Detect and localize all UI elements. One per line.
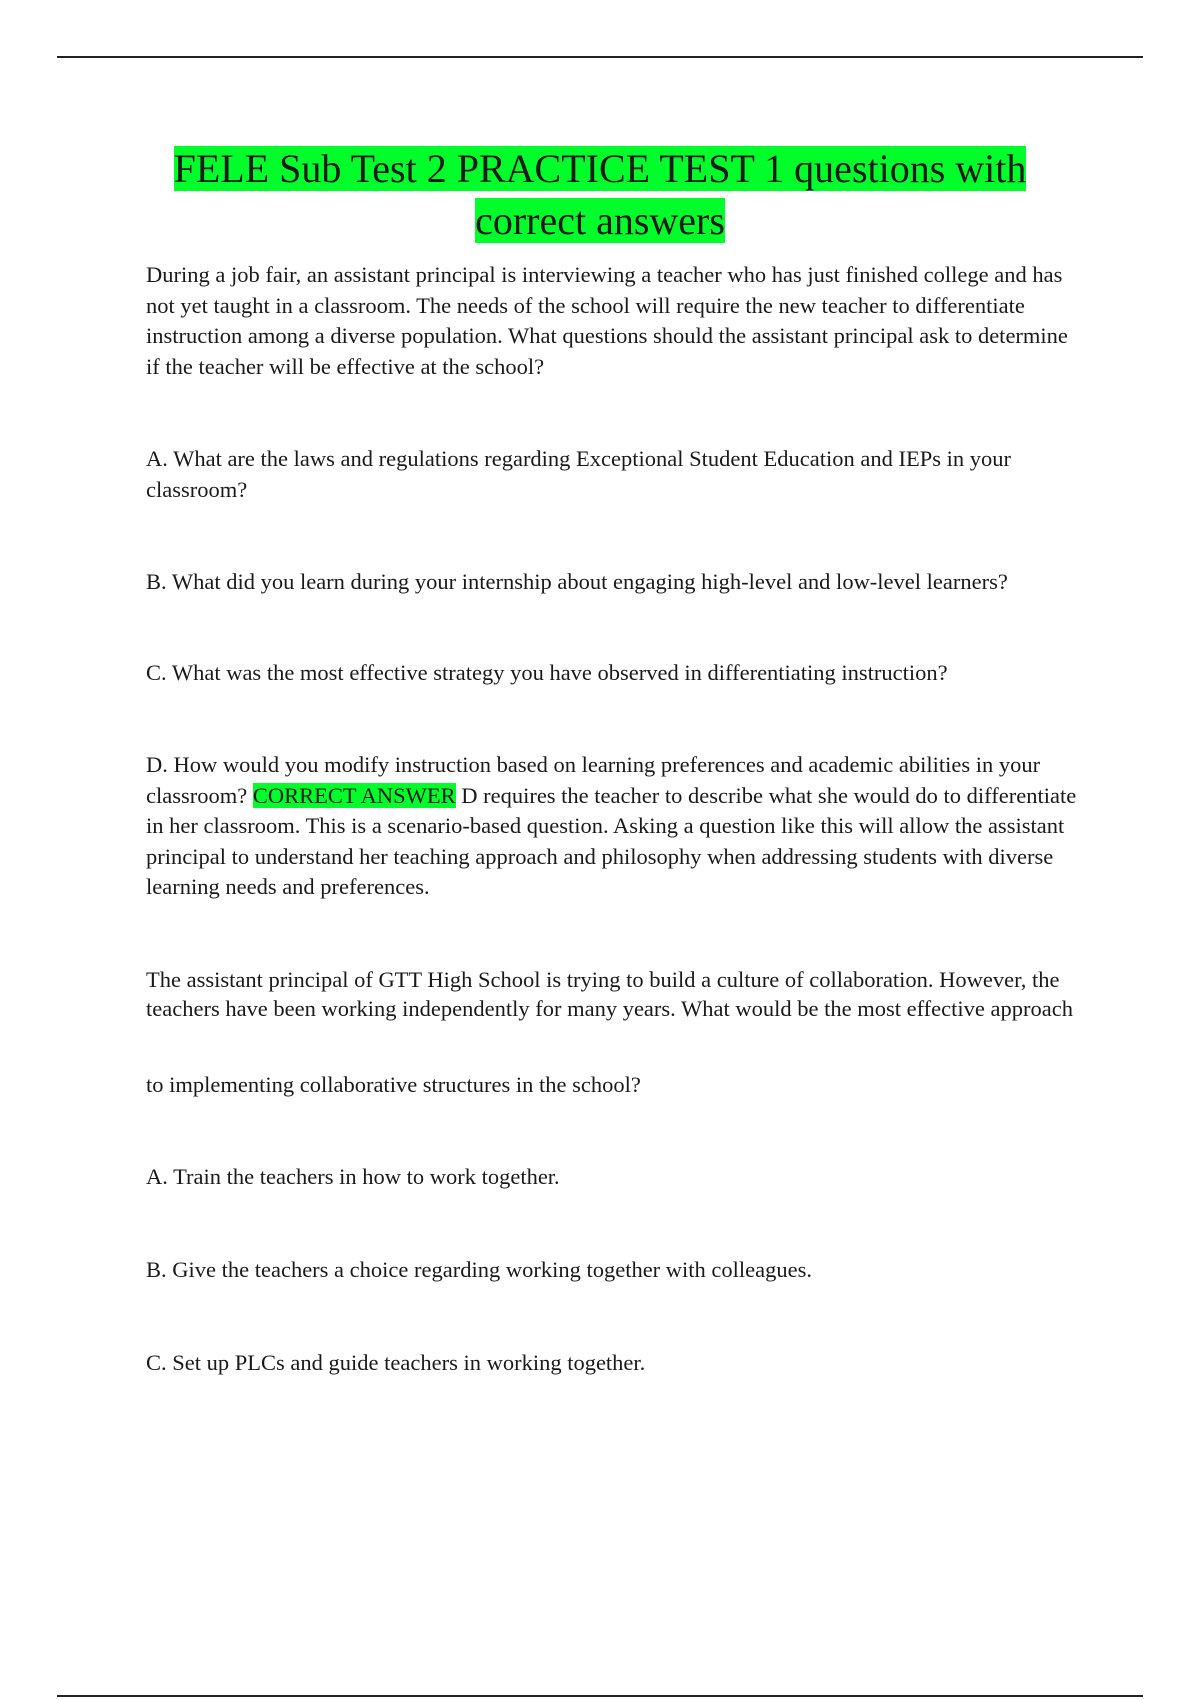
correct-answer-label: CORRECT ANSWER xyxy=(252,782,456,808)
q2-option-a: A. Train the teachers in how to work together. xyxy=(146,1164,560,1189)
q1-option-d: D. How would you modify instruction based on learning preferences and academic abilities in your classroom? xyxy=(146,752,1041,808)
q2-option-b: B. Give the teachers a choice regarding working together with colleagues. xyxy=(146,1257,813,1282)
q1-option-d-with-answer xyxy=(146,750,1081,903)
q1-option-b: B. What did you learn during your internship about engaging high-level and low-level learners? xyxy=(146,569,1008,594)
title-highlight: FELE Sub Test 2 PRACTICE TEST 1 questions with correct answers xyxy=(173,146,1027,243)
page-title xyxy=(140,143,1060,247)
q2-stem-continued: to implementing collaborative structures in the school? xyxy=(146,1072,641,1097)
q1-stem: During a job fair, an assistant principal is interviewing a teacher who has just finished college and has not yet taught in a classroom. The needs of the school will require the new teacher to differentiate instruction among a diverse population. What questions should the assistant principal ask to determine if the teacher will be effective at the school? xyxy=(146,262,1068,379)
q1-option-a: A. What are the laws and regulations regarding Exceptional Student Education and IEPs in your classroom? xyxy=(146,446,1011,502)
q1-answer-explanation: D requires the teacher to describe what she would do to differentiate in her classroom. This is a scenario-based question. Asking a question like this will allow the assistant principal to understand her teaching approach and philosophy when addressing students with diverse learning needs and preferences. xyxy=(146,782,1077,899)
q1-option-c: C. What was the most effective strategy you have observed in differentiating instruction? xyxy=(146,660,948,685)
top-rule xyxy=(57,56,1143,58)
bottom-rule xyxy=(57,1695,1143,1697)
q2-stem: The assistant principal of GTT High School is trying to build a culture of collaboration. However, the teachers have been working independently for many years. What would be the most effective approach xyxy=(146,967,1073,1021)
q2-option-c: C. Set up PLCs and guide teachers in working together. xyxy=(146,1350,646,1375)
